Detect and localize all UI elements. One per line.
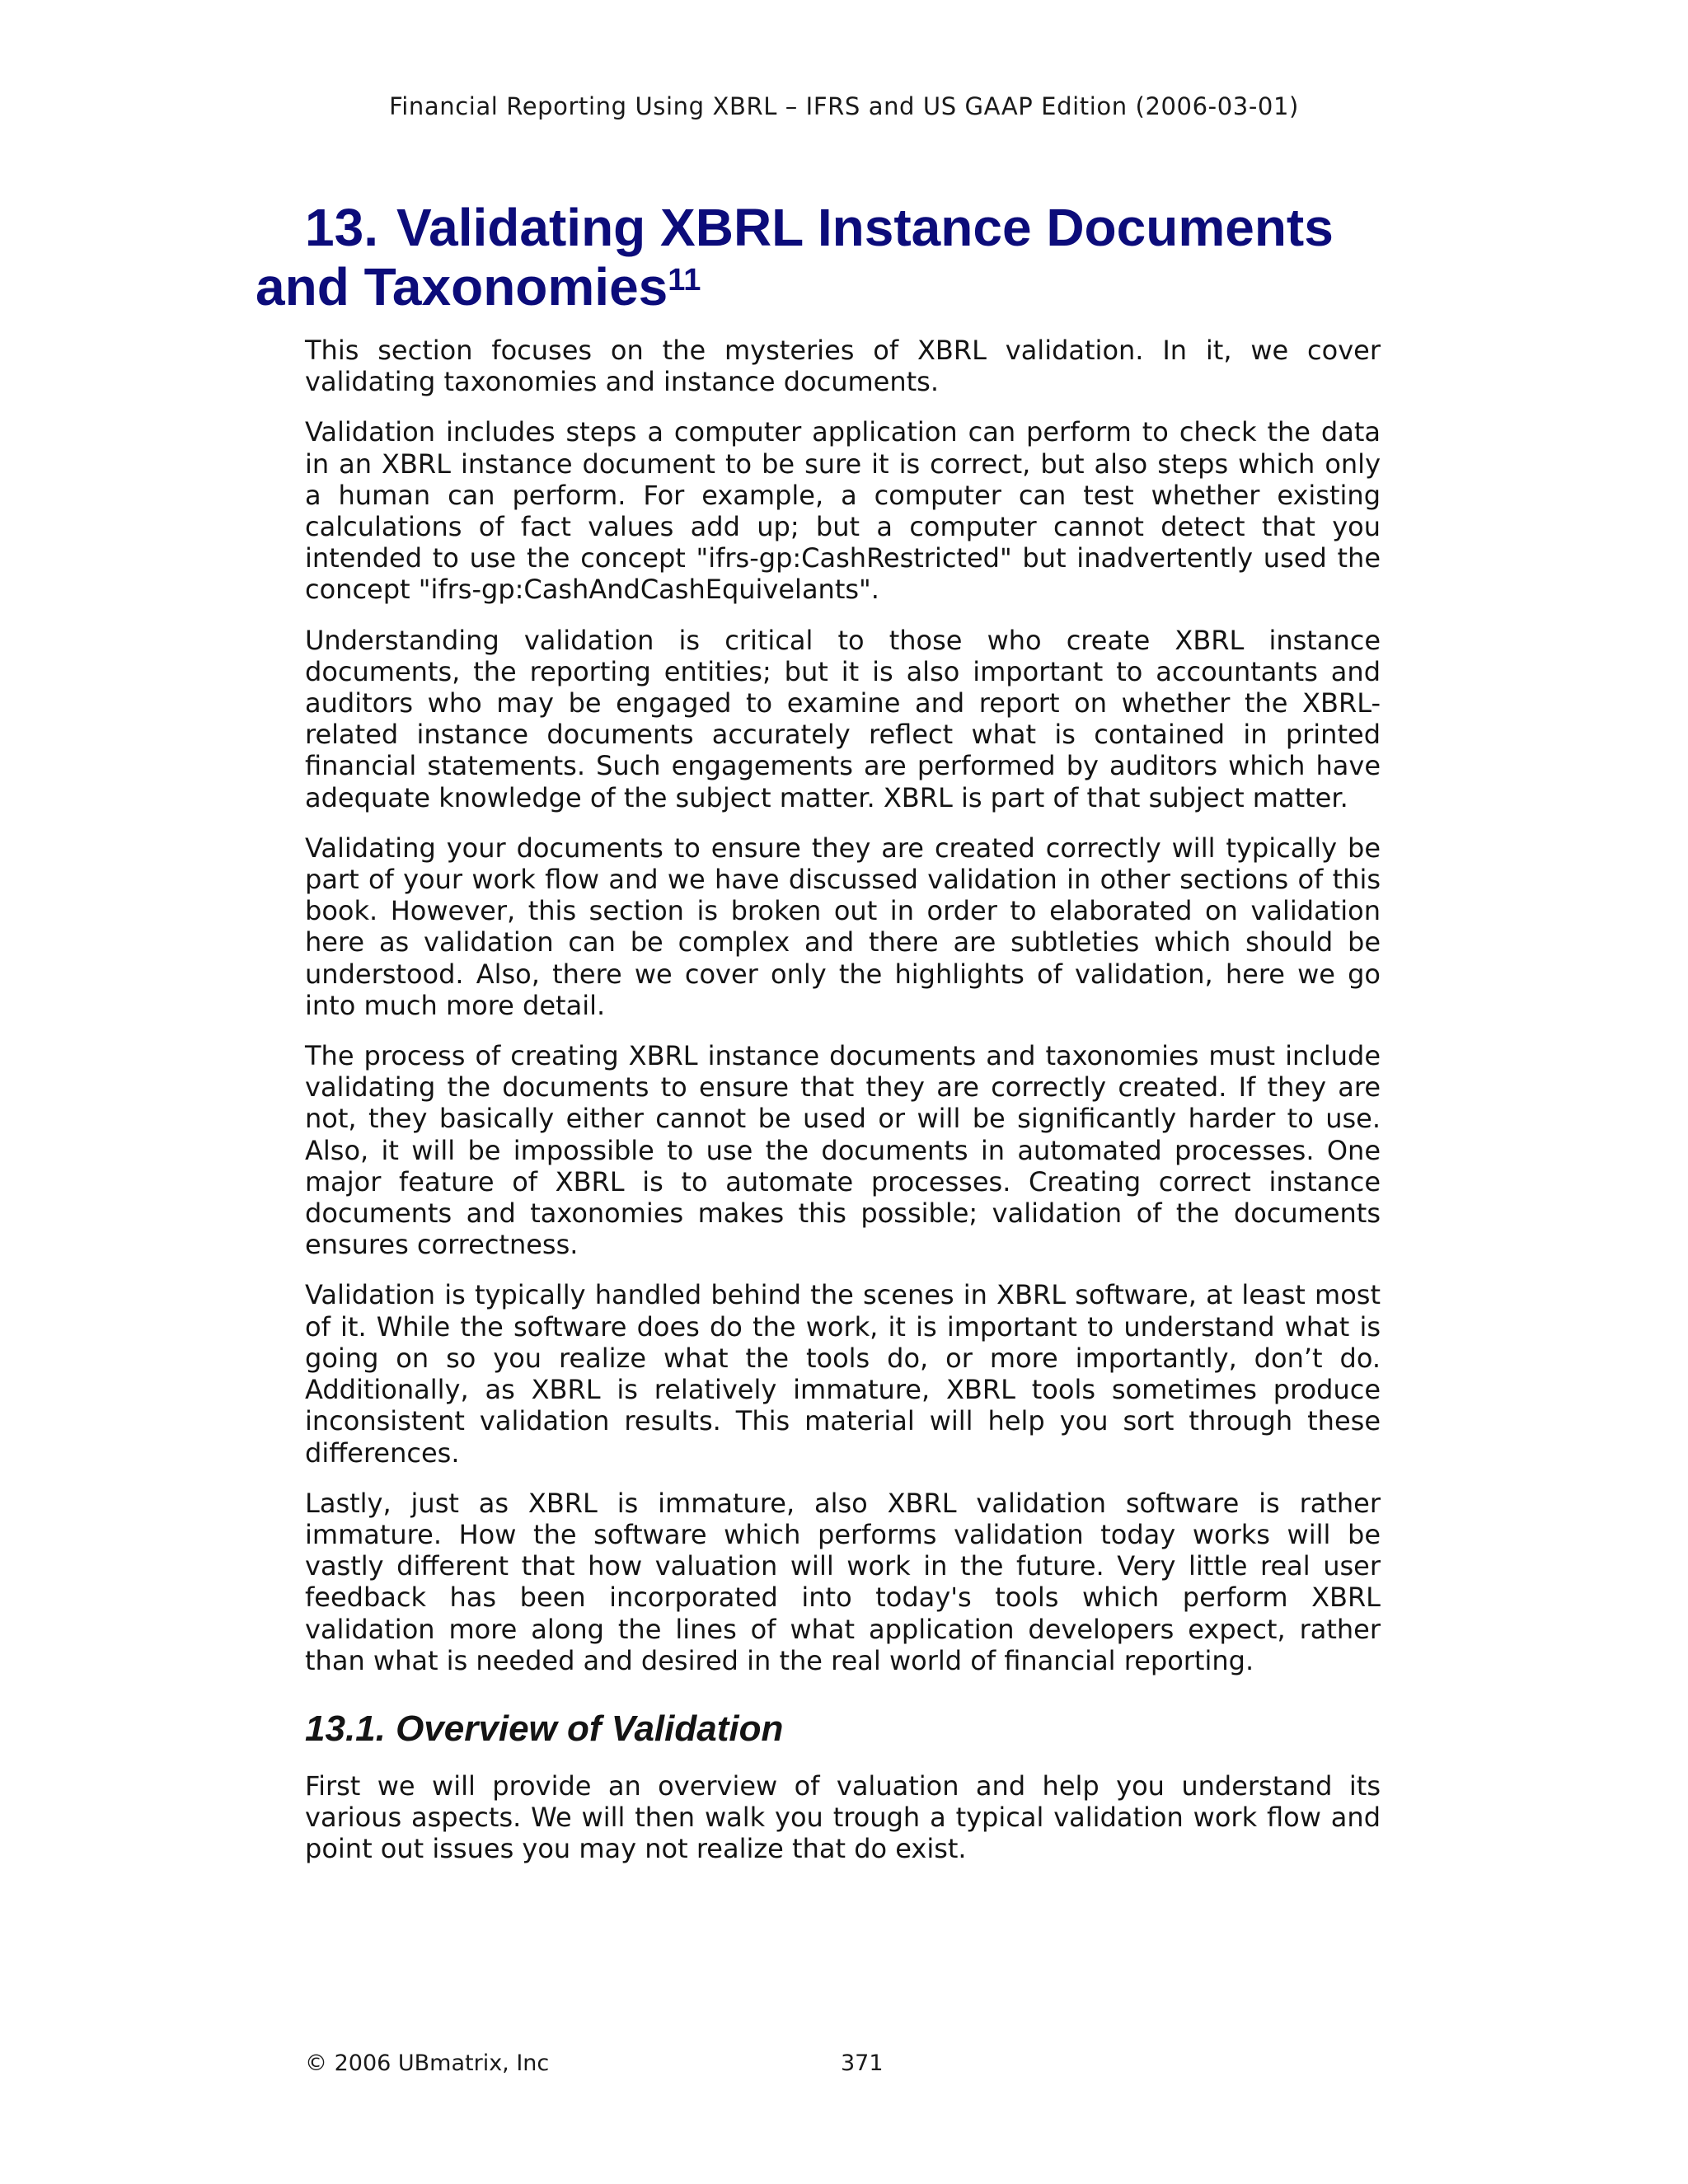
section-paragraph: First we will provide an overview of valuation and help you understand its various aspects. We will then walk you trough a typical validation work flow and point out issues you may not realize that do exist. xyxy=(305,1769,1381,1865)
paragraph: This section focuses on the mysteries of XBRL validation. In it, we cover validating taxonomies and instance documents. xyxy=(305,335,1381,398)
copyright-notice: © 2006 UBmatrix, Inc xyxy=(305,2050,550,2076)
chapter-title-text-1: Validating XBRL Instance Documents xyxy=(396,198,1334,257)
paragraph: Validation is typically handled behind the scenes in XBRL software, at least most of it. While the software does do the work, it is important to understand what is going on so you realize what the tools do, or more importantly, don’t do. Additionally, as XBRL is relatively immature, XBRL tools sometimes produce inconsistent validation results. This material will help you sort through these differences. xyxy=(305,1279,1381,1469)
paragraph: Understanding validation is critical to those who create XBRL instance documents, the reporting entities; but it is also important to accountants and auditors who may be engaged to examine and report on whether the XBRL-related instance documents accurately reflect what is contained in printed financial statements. Such engagements are performed by auditors which have adequate knowledge of the subject matter. XBRL is part of that subject matter. xyxy=(305,624,1381,813)
page-number: 371 xyxy=(841,2050,884,2076)
footnote-reference: 11 xyxy=(668,263,701,298)
chapter-number: 13. xyxy=(305,198,378,257)
section-title: 13.1. Overview of Validation xyxy=(305,1708,784,1749)
chapter-title-text-2: and Taxonomies xyxy=(256,257,668,316)
chapter-title-line2 xyxy=(256,257,701,316)
chapter-title xyxy=(256,198,1409,316)
paragraph: Validating your documents to ensure they are created correctly will typically be part of your work flow and we have discussed validation in other sections of this book. However, this section is broken out in order to elaborated on validation here as validation can be complex and there are subtleties which should be understood. Also, there we cover only the highlights of validation, here we go into much more detail. xyxy=(305,832,1381,1021)
paragraph: Lastly, just as XBRL is immature, also XBRL validation software is rather immature. How the software which performs validation today works will be vastly different that how valuation will work in the future. Very little real user feedback has been incorporated into today's tools which perform XBRL validation more along the lines of what application developers expect, rather than what is needed and desired in the real world of financial reporting. xyxy=(305,1487,1381,1676)
running-header: Financial Reporting Using XBRL – IFRS and US GAAP Edition (2006-03-01) xyxy=(389,92,1299,120)
paragraph: The process of creating XBRL instance documents and taxonomies must include validating the documents to ensure that they are correctly created. If they are not, they basically either cannot be used or will be significantly harder to use. Also, it will be impossible to use the documents in automated processes. One major feature of XBRL is to automate processes. Creating correct instance documents and taxonomies makes this possible; validation of the documents ensures correctness. xyxy=(305,1040,1381,1261)
paragraph: Validation includes steps a computer application can perform to check the data in an XBRL instance document to be sure it is correct, but also steps which only a human can perform. For example, a computer can test whether existing calculations of fact values add up; but a computer cannot detect that you intended to use the concept "ifrs-gp:CashRestricted" but inadvertently used the concept "ifrs-gp:CashAndCashEquivelants". xyxy=(305,416,1381,606)
body-text xyxy=(305,335,1381,1884)
chapter-title-line1 xyxy=(256,198,1409,257)
